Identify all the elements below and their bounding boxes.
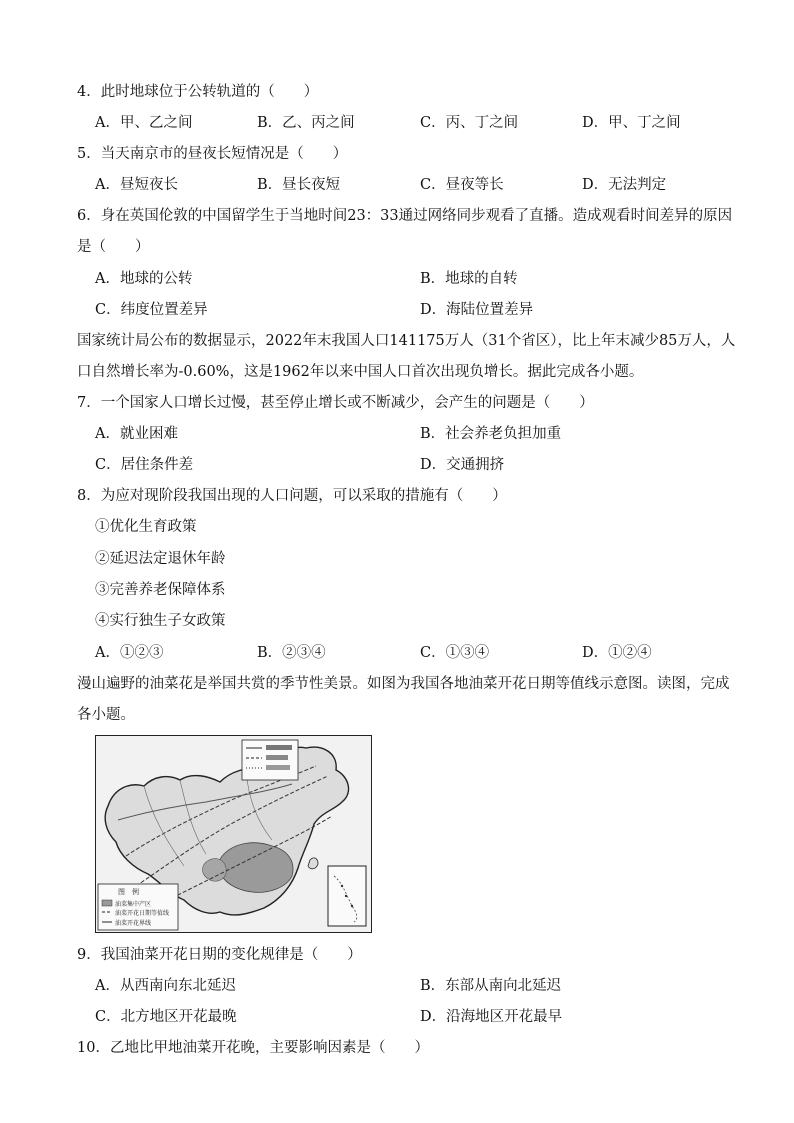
q8-option-a: A．①②③ (95, 645, 164, 661)
passage2-line1: 漫山遍野的油菜花是举国共赏的季节性美景。如图为我国各地油菜开花日期等值线示意图。读图，完成 (77, 676, 730, 692)
passage1-line1: 国家统计局公布的数据显示，2022年末我国人口141175万人（31个省区），比上年末减少85万人，人 (77, 333, 736, 349)
q10-stem: 10．乙地比甲地油菜开花晚，主要影响因素是（ ） (77, 1040, 429, 1056)
q4-option-c: C．丙、丁之间 (420, 115, 519, 131)
q7-option-b: B．社会养老负担加重 (420, 426, 562, 442)
q5-option-c: C．昼夜等长 (420, 177, 504, 193)
q6-option-a: A．地球的公转 (95, 271, 193, 287)
q4-option-d: D．甲、丁之间 (582, 115, 681, 131)
q9-option-d: D．沿海地区开花最早 (420, 1009, 563, 1025)
q6-option-d: D．海陆位置差异 (420, 302, 534, 318)
q7-option-d: D．交通拥挤 (420, 457, 505, 473)
q8-item-2: ②延迟法定退休年龄 (95, 551, 226, 567)
map-legend-item-1: 油菜集中产区 (115, 901, 152, 908)
q8-item-4: ④实行独生子女政策 (95, 613, 226, 629)
q4-option-b: B．乙、丙之间 (257, 115, 355, 131)
rapeseed-flowering-map (95, 735, 372, 933)
q7-option-a: A．就业困难 (95, 426, 178, 442)
q8-item-1: ①优化生育政策 (95, 519, 197, 535)
q5-stem: 5．当天南京市的昼夜长短情况是（ ） (77, 146, 348, 162)
q8-option-b: B．②③④ (257, 645, 326, 661)
q9-option-c: C．北方地区开花最晚 (95, 1009, 237, 1025)
q8-option-d: D．①②④ (582, 645, 652, 661)
map-legend-title: 图 例 (118, 888, 139, 896)
map-legend-item-3: 油菜开花界线 (115, 920, 152, 927)
q9-option-b: B．东部从南向北延迟 (420, 978, 562, 994)
q7-stem: 7．一个国家人口增长过慢，甚至停止增长或不断减少，会产生的问题是（ ） (77, 395, 594, 411)
q8-item-3: ③完善养老保障体系 (95, 582, 226, 598)
q8-option-c: C．①③④ (420, 645, 490, 661)
q5-option-d: D．无法判定 (582, 177, 667, 193)
q5-option-b: B．昼长夜短 (257, 177, 341, 193)
q8-stem: 8．为应对现阶段我国出现的人口问题，可以采取的措施有（ ） (77, 488, 507, 504)
q9-stem: 9．我国油菜开花日期的变化规律是（ ） (77, 947, 362, 963)
q6-option-b: B．地球的自转 (420, 271, 518, 287)
q5-option-a: A．昼短夜长 (95, 177, 178, 193)
passage2-line2: 各小题。 (77, 707, 135, 723)
map-legend-item-2: 油菜开花日期等值线 (115, 910, 170, 917)
q6-stem-line1: 6．身在英国伦敦的中国留学生于当地时间23：33通过网络同步观看了直播。造成观看时间差异的原因 (77, 208, 733, 224)
q6-option-c: C．纬度位置差异 (95, 302, 208, 318)
q9-option-a: A．从西南向东北延迟 (95, 978, 236, 994)
passage1-line2: 口自然增长率为-0.60%，这是1962年以来中国人口首次出现负增长。据此完成各小题。 (77, 364, 644, 380)
q7-option-c: C．居住条件差 (95, 457, 194, 473)
q4-stem: 4．此时地球位于公转轨道的（ ） (77, 84, 319, 100)
q4-option-a: A．甲、乙之间 (95, 115, 193, 131)
china-map-graphic (96, 736, 371, 932)
q6-stem-line2: 是（ ） (77, 239, 150, 255)
